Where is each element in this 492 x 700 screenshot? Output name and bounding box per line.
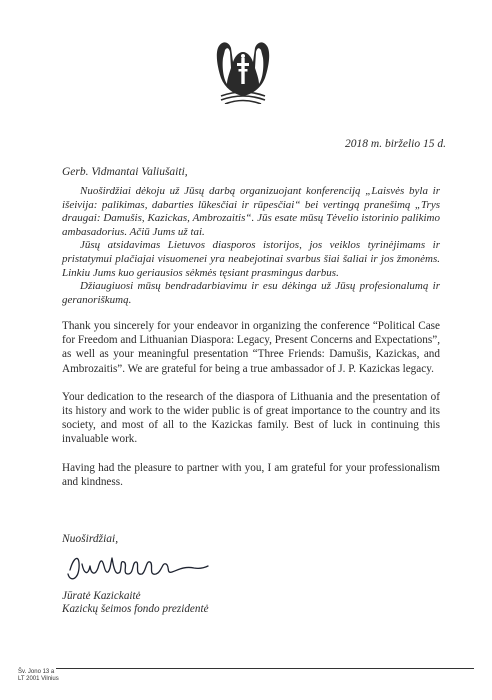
footer-divider xyxy=(56,668,474,669)
signer-name: Jūratė Kazickaitė xyxy=(62,590,141,602)
salutation: Gerb. Vidmantai Valiušaiti, xyxy=(62,166,188,178)
closing: Nuoširdžiai, xyxy=(62,533,119,545)
lithuanian-body xyxy=(62,185,440,307)
english-body xyxy=(62,319,440,503)
lithuanian-paragraph: Nuoširdžiai dėkoju už Jūsų darbą organizuojant konferenciją „Laisvės byla ir išeivija: palikimas, dabarties lūkesčiai ir rūpesčiai“ bei vertingą pranešimą „Trys draugai: Damušis, Kazickas, Ambrozaitis“. Jūs esate mūsų Tėvelio istorinio palikimo ambasadorius. Ačiū Jums už tai. xyxy=(62,185,440,238)
lithuanian-paragraph: Jūsų atsidavimas Lietuvos diasporos istorijos, jos veiklos tyrinėjimams ir pristatymui plačiajai visuomenei yra neabejotinai svarbus šiai šaliai ir jos žmonėms. Linkiu Jums kuo geriausios sėkmės tęsiant prasmingus darbus. xyxy=(62,239,440,279)
address-line: Šv. Jono 13 a xyxy=(18,669,55,675)
letter-date: 2018 m. birželio 15 d. xyxy=(345,138,446,150)
heraldic-crest-icon xyxy=(213,38,273,104)
english-paragraph: Having had the pleasure to partner with you, I am grateful for your professionalism and kindness. xyxy=(62,461,440,488)
footer-address xyxy=(18,669,59,683)
english-paragraph: Your dedication to the research of the diaspora of Lithuania and the presentation of its history and work to the wider public is of great importance to the country and its society, and most of all to the Kazickas family. Best of luck in continuing this invaluable work. xyxy=(62,390,440,446)
english-paragraph: Thank you sincerely for your endeavor in organizing the conference “Political Case for Freedom and Lithuanian Diaspora: Legacy, Present Concerns and Expectations”, as well as your meaningful presentation “Three Friends: Damušis, Kazickas, and Ambrozaitis”. We are grateful for being a true ambassador of J. P. Kazickas legacy. xyxy=(62,320,440,375)
lithuanian-paragraph: Džiaugiuosi mūsų bendradarbiavimu ir esu dėkinga už Jūsų profesionalumą ir geranoriškumą. xyxy=(62,280,440,306)
address-line: LT 2001 Vilnius xyxy=(18,676,59,682)
handwritten-signature xyxy=(62,546,212,586)
signer-title: Kazickų šeimos fondo prezidentė xyxy=(62,603,209,615)
